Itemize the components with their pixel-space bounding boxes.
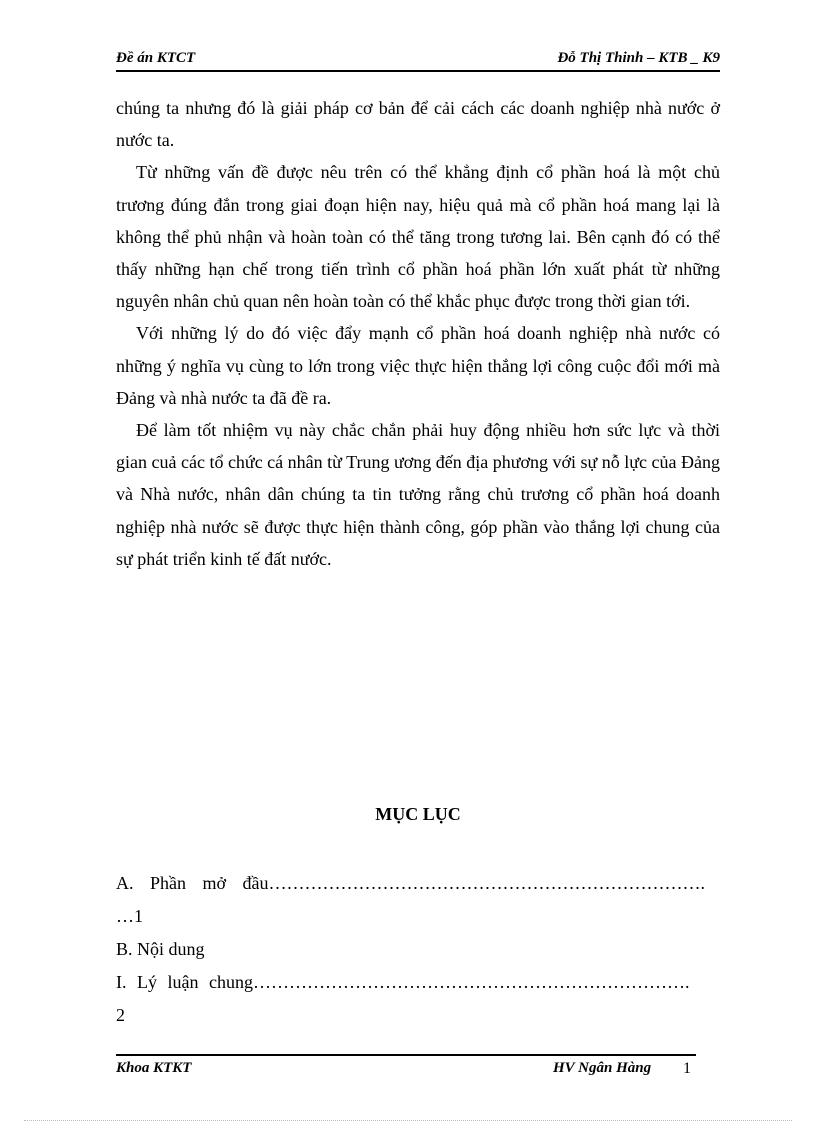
page-footer bbox=[116, 1054, 696, 1078]
page-edge-divider bbox=[24, 1120, 792, 1121]
header-author: Đỗ Thị Thinh – KTB _ K9 bbox=[557, 50, 720, 66]
toc-entry[interactable]: A. Phần mở đầu………………………………………………………………. bbox=[116, 873, 706, 893]
table-of-contents bbox=[116, 867, 720, 1032]
footer-institution: HV Ngân Hàng bbox=[553, 1060, 652, 1076]
toc-entry[interactable]: I. Lý luận chung………………………………………………………………. bbox=[116, 972, 690, 992]
paragraph-4: Để làm tốt nhiệm vụ này chắc chắn phải huy động nhiều hơn sức lực và thời gian cuả các tổ chức cá nhân từ Trung ương đến địa phương với sự nỗ lực của Đảng và Nhà nước, nhân dân chúng ta tin tưởng rằng chủ trương cổ phần hoá doanh nghiệp nhà nước sẽ được thực hiện thành công, góp phần vào thắng lợi chung của sự phát triển kinh tế đất nước. bbox=[116, 420, 720, 569]
toc-entry[interactable]: B. Nội dung bbox=[116, 939, 205, 959]
toc-title: MỤC LỤC bbox=[375, 804, 461, 824]
toc-entry-page: 2 bbox=[116, 1005, 125, 1025]
page-number: 1 bbox=[683, 1060, 691, 1077]
footer-department: Khoa KTKT bbox=[116, 1060, 192, 1076]
toc-entry-page: …1 bbox=[116, 906, 143, 926]
paragraph-3: Với những lý do đó việc đẩy mạnh cổ phần hoá doanh nghiệp nhà nước có những ý nghĩa vụ cùng to lớn trong việc thực hiện thắng lợi công cuộc đổi mới mà Đảng và nhà nước ta đã đề ra. bbox=[116, 323, 720, 408]
header-left-title: Đề án KTCT bbox=[116, 50, 196, 66]
paragraph-2: Từ những vấn đề được nêu trên có thể khẳng định cổ phần hoá là một chủ trương đúng đắn trong giai đoạn hiện nay, hiệu quả mà cổ phần hoá mang lại là không thể phủ nhận và hoàn toàn có thể tăng trong tương lai. Bên cạnh đó có thể thấy những hạn chế trong tiến trình cổ phần hoá phần lớn xuất phát từ những nguyên nhân chủ quan nên hoàn toàn có thể khắc phục được trong thời gian tới. bbox=[116, 162, 720, 312]
paragraph-1: chúng ta nhưng đó là giải pháp cơ bản để cải cách các doanh nghiệp nhà nước ở nước ta. bbox=[116, 98, 720, 151]
page-header bbox=[116, 50, 720, 72]
body-text bbox=[116, 92, 720, 575]
